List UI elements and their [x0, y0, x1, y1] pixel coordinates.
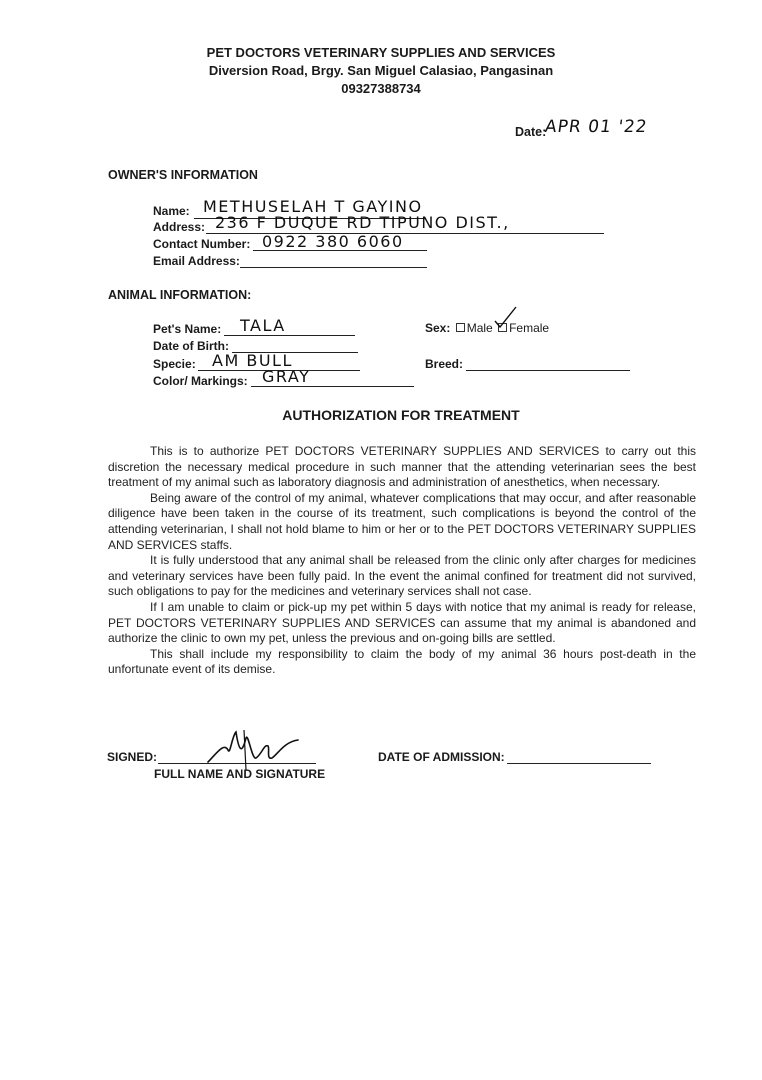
checkmark-icon	[492, 305, 518, 331]
breed-label: Breed:	[425, 357, 464, 371]
pet-name-line	[224, 335, 355, 336]
color-value: GRAY	[262, 367, 311, 386]
breed-line	[466, 370, 630, 371]
authorization-text	[108, 444, 696, 678]
owner-address-value: 236 F DUQUE RD TIPUNO DIST.,	[215, 213, 510, 232]
date-of-admission-line	[507, 763, 651, 764]
specie-label: Specie:	[153, 357, 196, 371]
owner-contact-value: 0922 380 6060	[262, 232, 404, 251]
clinic-phone: 09327388734	[341, 81, 421, 96]
male-label: Male	[466, 321, 493, 335]
clinic-name: PET DOCTORS VETERINARY SUPPLIES AND SERVICES	[206, 45, 556, 60]
signed-label: SIGNED:	[107, 750, 158, 764]
owner-name-label: Name:	[153, 204, 190, 218]
owner-contact-label: Contact Number:	[153, 237, 251, 251]
sex-field	[425, 321, 549, 335]
letterhead	[0, 44, 762, 98]
pet-name-label: Pet's Name:	[153, 322, 222, 336]
clinic-address: Diversion Road, Brgy. San Miguel Calasiao, Pangasinan	[208, 63, 554, 78]
color-line	[251, 386, 414, 387]
date-value: APR 01 '22	[543, 117, 649, 137]
owner-name-value: METHUSELAH T GAYINO	[203, 197, 423, 216]
owner-address-label: Address:	[153, 220, 206, 234]
date-label: Date:	[515, 125, 547, 139]
date-field	[515, 117, 649, 139]
paragraph: Being aware of the control of my animal, whatever complications that may occur, and after reasonable diligence have been taken in the course of its treatment, such complications is beyond the control of the attending veterinarian, I shall not hold blame to him or her or to the PET DOCTORS VETERINARY SUPPLIES AND SERVICES staffs.	[108, 490, 696, 552]
pet-name-value: TALA	[240, 316, 286, 335]
owner-email-label: Email Address:	[153, 254, 240, 268]
owner-email-line	[240, 267, 427, 268]
paragraph: This is to authorize PET DOCTORS VETERINARY SUPPLIES AND SERVICES to carry out this discretion the necessary medical procedure in such manner that the attending veterinarian sees the best treatment of my animal such as laboratory diagnosis and administration of anesthetics, when necessary.	[108, 444, 696, 490]
specie-value: AM BULL	[212, 351, 293, 370]
owner-section-title: OWNER'S INFORMATION	[108, 168, 258, 182]
full-name-signature-label: FULL NAME AND SIGNATURE	[154, 767, 326, 781]
paragraph: This shall include my responsibility to claim the body of my animal 36 hours post-death in the unfortunate event of its demise.	[108, 646, 696, 677]
paragraph: It is fully understood that any animal shall be released from the clinic only after charges for medicines and veterinary services have been fully paid. In the event the animal confined for treatment did not survived, such obligations to pay for the medicines and veterinary services shall not case.	[108, 553, 696, 599]
handwritten-signature	[206, 724, 306, 772]
authorization-title: AUTHORIZATION FOR TREATMENT	[282, 407, 520, 423]
dob-label: Date of Birth:	[153, 339, 229, 353]
date-of-admission-label: DATE OF ADMISSION:	[378, 750, 505, 764]
male-checkbox[interactable]	[456, 323, 465, 332]
sex-label: Sex:	[425, 321, 451, 335]
paragraph: If I am unable to claim or pick-up my pet within 5 days with notice that my animal is ready for release, PET DOCTORS VETERINARY SUPPLIES AND SERVICES can assume that my animal is abandoned and authorize the clinic to own my pet, unless the previous and on-going bills are settled.	[108, 599, 696, 646]
color-label: Color/ Markings:	[153, 374, 248, 388]
female-label: Female	[509, 321, 550, 335]
animal-section-title: ANIMAL INFORMATION:	[108, 288, 252, 302]
